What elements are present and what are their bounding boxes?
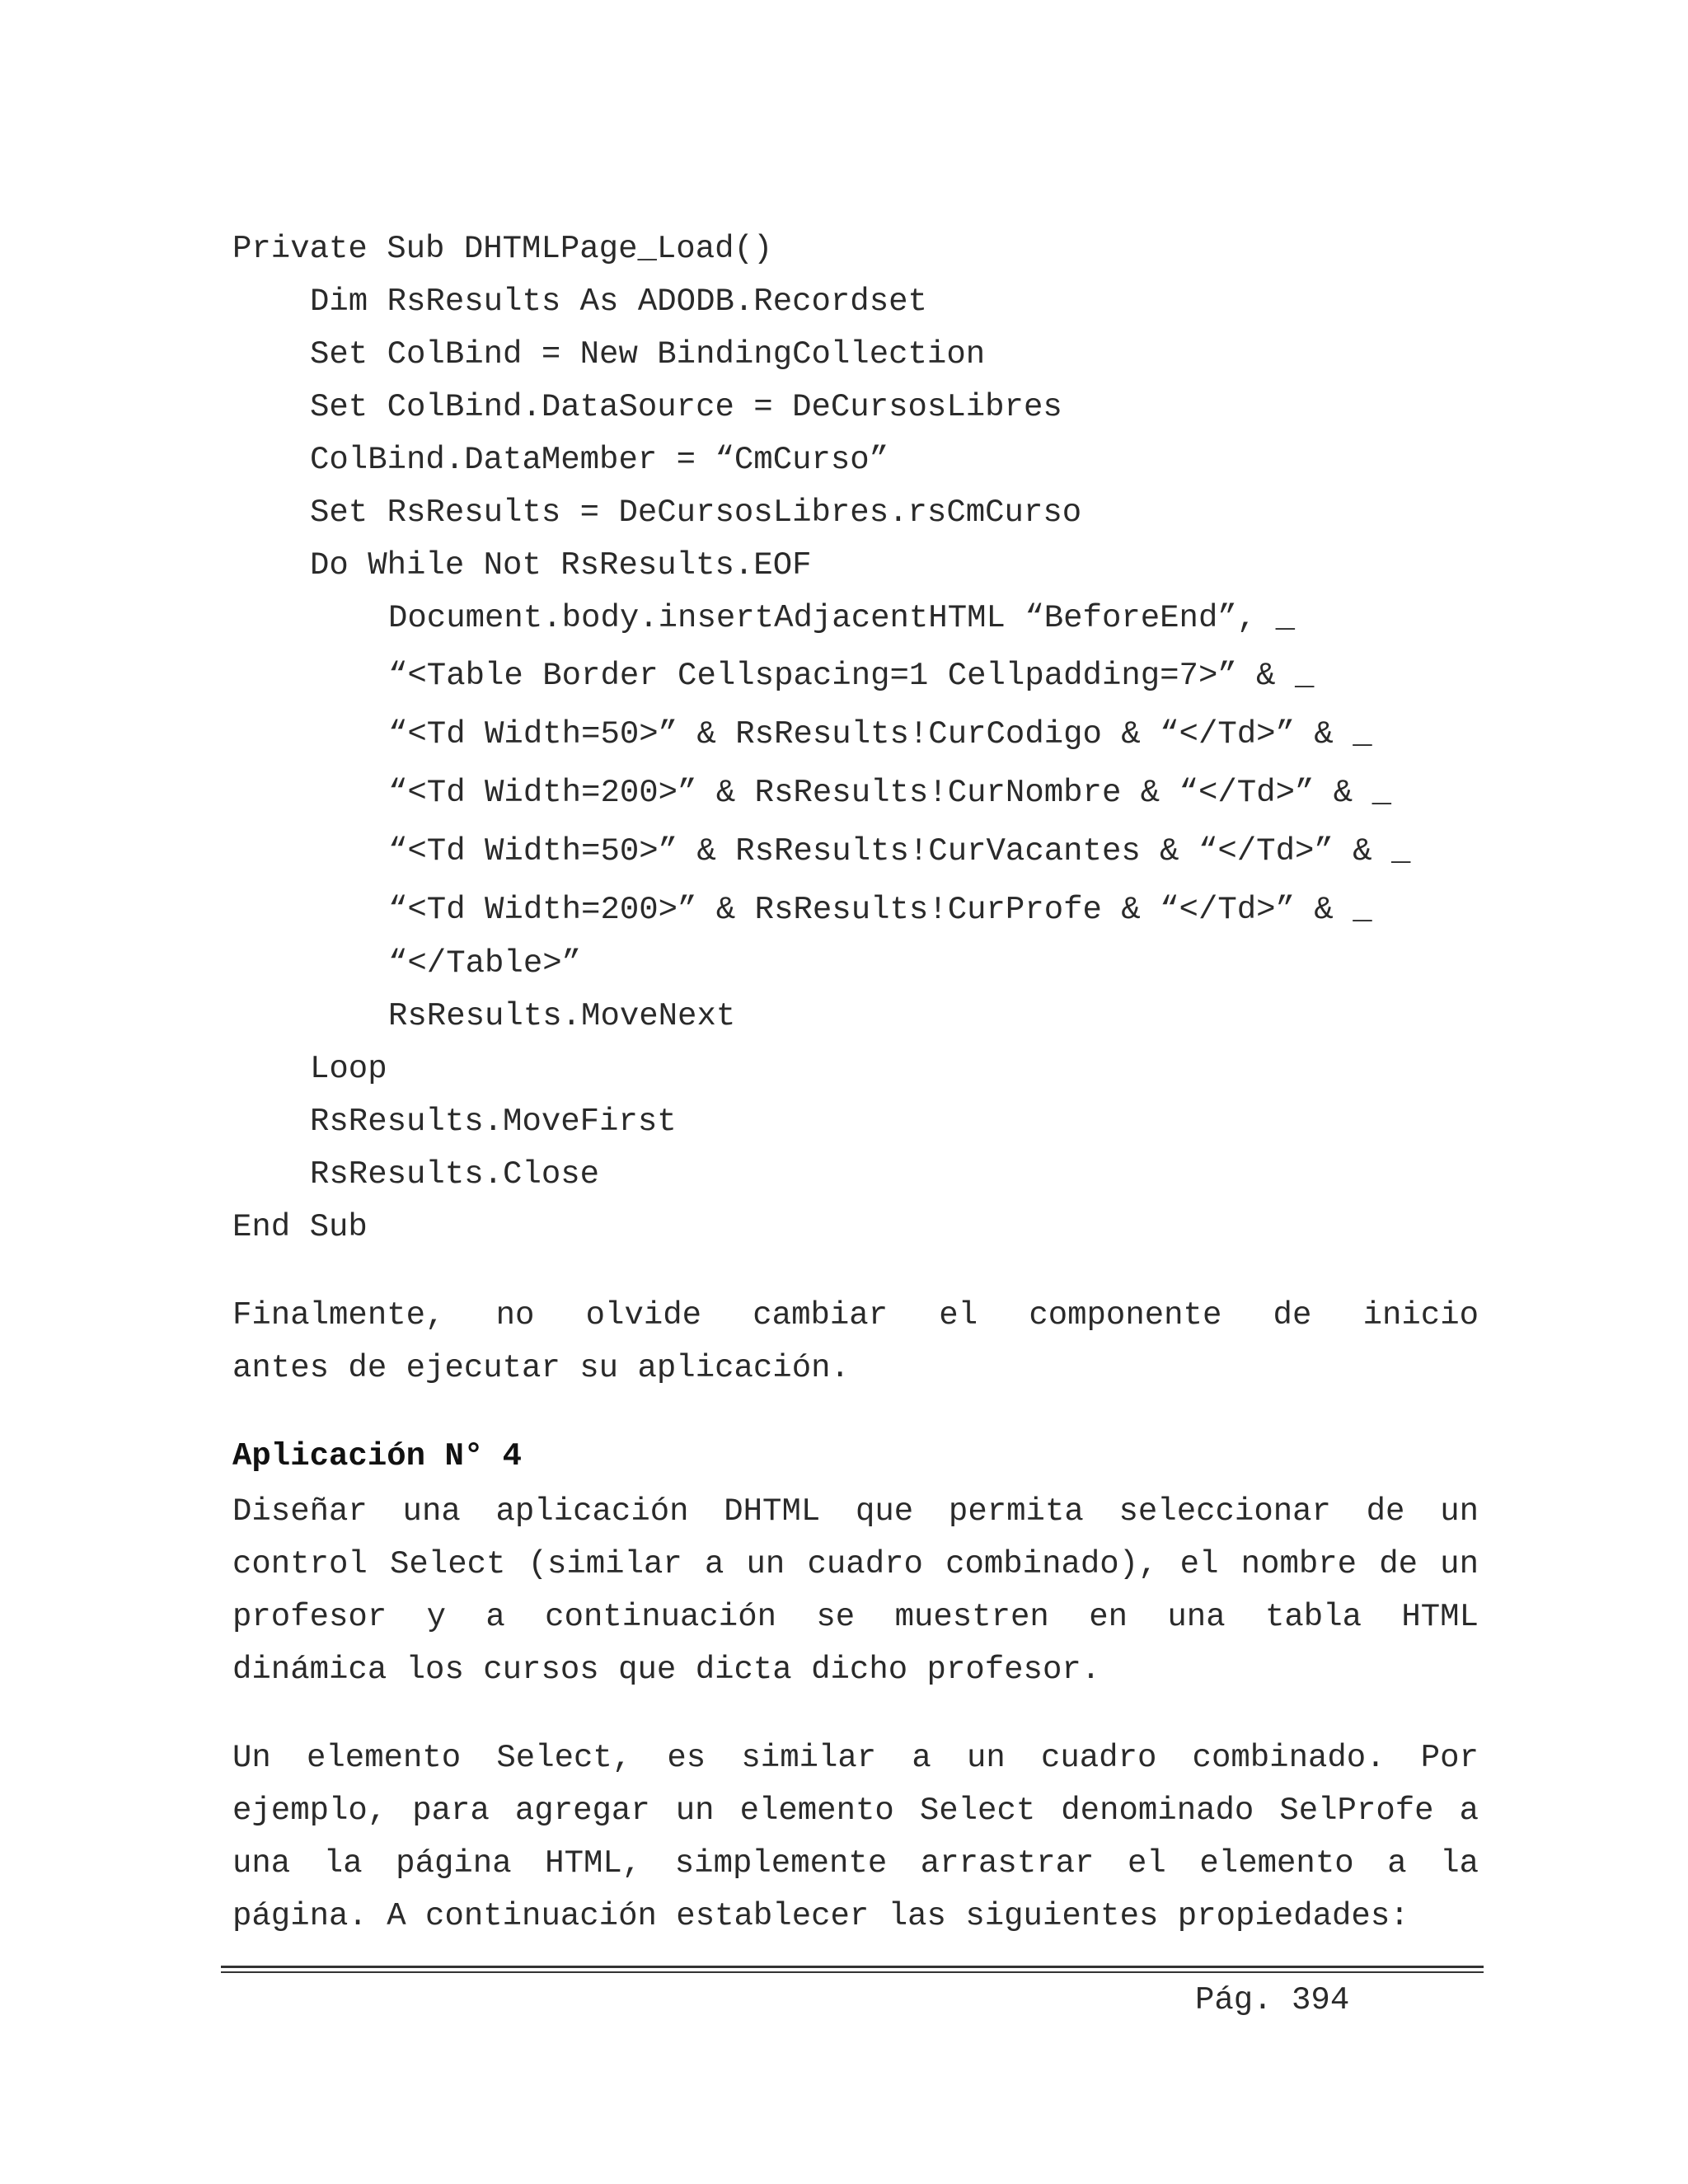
code-line: ColBind.DataMember = “CmCurso” [310,442,889,478]
code-line: Dim RsResults As ADODB.Recordset [310,284,927,320]
paragraph-line: ejemplo, para agregar un elemento Select denominado SelProfe a [232,1793,1479,1829]
paragraph-line: antes de ejecutar su aplicación. [232,1350,850,1386]
code-line: End Sub [232,1209,368,1245]
code-line: “<Td Width=200>” & RsResults!CurNombre & “</Td>” & _ [388,775,1391,811]
code-line: “<Td Width=50>” & RsResults!CurVacantes & “</Td>” & _ [388,833,1411,869]
footer-rule-bottom [221,1971,1484,1973]
code-line: Set RsResults = DeCursosLibres.rsCmCurso [310,494,1082,531]
code-line: “<Table Border Cellspacing=1 Cellpadding=7>” & _ [388,658,1315,694]
footer-rule-top [221,1966,1484,1968]
paragraph-line: profesor y a continuación se muestren en una tabla HTML [232,1599,1479,1635]
code-line: “</Table>” [388,945,582,982]
code-line: RsResults.MoveNext [388,998,736,1034]
paragraph-line: una la página HTML, simplemente arrastrar el elemento a la [232,1845,1479,1882]
paragraph-line: Un elemento Select, es similar a un cuadro combinado. Por [232,1740,1479,1776]
code-line: Set ColBind.DataSource = DeCursosLibres [310,389,1062,425]
code-line: Private Sub DHTMLPage_Load() [232,231,773,267]
paragraph-line: control Select (similar a un cuadro combinado), el nombre de un [232,1546,1479,1582]
code-line: Set ColBind = New BindingCollection [310,336,986,373]
paragraph-line: dinámica los cursos que dicta dicho profesor. [232,1652,1101,1688]
code-line: “<Td Width=200>” & RsResults!CurProfe & “</Td>” & _ [388,892,1372,928]
paragraph-line: Diseñar una aplicación DHTML que permita seleccionar de un [232,1493,1479,1530]
code-line: Document.body.insertAdjacentHTML “BeforeEnd”, _ [388,600,1295,636]
page-number: Pág. 394 [1195,1982,1350,2018]
code-line: RsResults.MoveFirst [310,1104,677,1140]
paragraph-line: página. A continuación establecer las siguientes propiedades: [232,1898,1409,1934]
section-heading: Aplicación N° 4 [232,1438,523,1474]
code-line: RsResults.Close [310,1156,600,1193]
code-line: Loop [310,1051,387,1087]
paragraph-line: Finalmente, no olvide cambiar el componente de inicio [232,1297,1479,1333]
code-line: Do While Not RsResults.EOF [310,547,812,583]
code-line: “<Td Width=50>” & RsResults!CurCodigo & “</Td>” & _ [388,716,1372,752]
